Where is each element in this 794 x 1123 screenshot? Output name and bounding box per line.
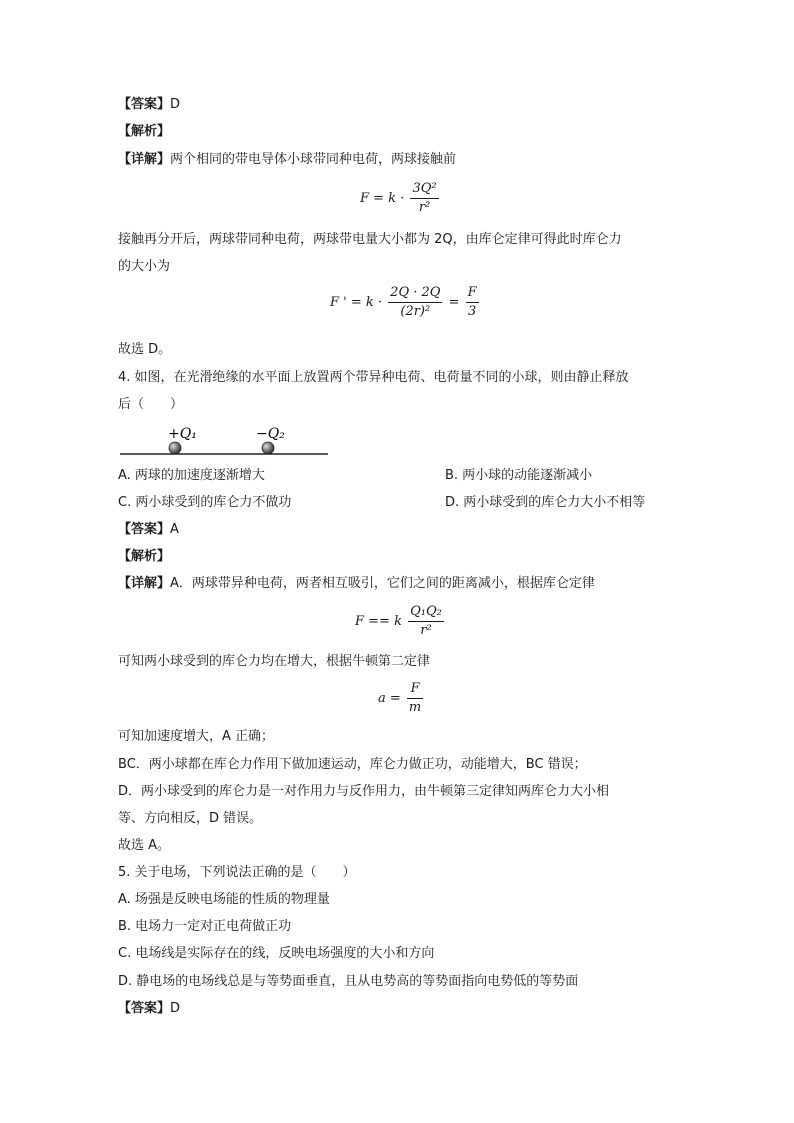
q5-option-d: D. 静电场的电场线总是与等势面垂直，且从电势高的等势面指向电势低的等势面 xyxy=(118,974,579,989)
q4-analysis-tag: 【解析】 xyxy=(118,549,171,564)
answer-tag: 【答案】 xyxy=(118,97,171,112)
formula-1-fraction xyxy=(410,180,438,217)
q3-answer-line xyxy=(118,95,180,115)
detail-tag: 【详解】 xyxy=(118,152,171,167)
formula-3 xyxy=(355,603,446,640)
formula-4-fraction xyxy=(407,680,423,717)
formula-2-equals: = xyxy=(448,295,460,310)
answer-value: A xyxy=(170,522,179,537)
label-q2: −Q₂ xyxy=(256,426,285,442)
answer-tag: 【答案】 xyxy=(118,1001,171,1016)
formula-4 xyxy=(378,680,425,717)
formula-1 xyxy=(360,180,441,217)
formula-4-denominator: m xyxy=(408,700,422,715)
q4-figure xyxy=(120,420,330,460)
detail-tag: 【详解】 xyxy=(118,576,171,591)
formula-4-numerator: F xyxy=(407,680,423,699)
ball-1 xyxy=(169,442,181,454)
ball-2 xyxy=(262,442,274,454)
q4-option-a: A. 两球的加速度逐渐增大 xyxy=(118,468,265,483)
q4-line-bc: BC．两小球都在库仑力作用下做加速运动，库仑力做正功，动能增大，BC 错误； xyxy=(118,757,587,772)
q4-line-d2: 等、方向相反，D 错误。 xyxy=(118,811,263,826)
q3-after-contact-2: 的大小为 xyxy=(118,259,171,274)
q4-stem-1: 4. 如图，在光滑绝缘的水平面上放置两个带异种电荷、电荷量不同的小球，则由静止释放 xyxy=(118,370,629,385)
formula-2-denominator: (2r)² xyxy=(400,304,431,319)
answer-tag: 【答案】 xyxy=(118,522,171,537)
q5-option-b: B. 电场力一定对正电荷做正功 xyxy=(118,919,292,934)
formula-3-fraction xyxy=(408,603,444,640)
q4-newton-text: 可知两小球受到的库仑力均在增大，根据牛顿第二定律 xyxy=(118,654,431,669)
label-q1: +Q₁ xyxy=(168,426,197,442)
formula-3-lhs: F == k xyxy=(355,614,402,629)
detail-text: A．两球带异种电荷，两者相互吸引，它们之间的距离减小，根据库仑定律 xyxy=(170,576,595,591)
q4-conclusion: 故选 A。 xyxy=(118,838,171,853)
q4-option-b: B. 两小球的动能逐渐减小 xyxy=(445,468,593,483)
q4-figure-svg xyxy=(120,420,330,460)
q4-option-d: D. 两小球受到的库仑力大小不相等 xyxy=(445,495,646,510)
formula-2 xyxy=(330,284,481,321)
formula-3-denominator: r² xyxy=(420,623,432,638)
formula-1-lhs: F = k · xyxy=(360,191,405,206)
formula-2-lhs: F ' = k · xyxy=(330,295,383,310)
q3-detail-line xyxy=(118,150,456,170)
formula-4-lhs: a = xyxy=(378,691,401,706)
q5-option-a: A. 场强是反映电场能的性质的物理量 xyxy=(118,892,330,907)
q4-line-a: 可知加速度增大，A 正确； xyxy=(118,729,275,744)
q4-option-c: C. 两小球受到的库仑力不做功 xyxy=(118,495,292,510)
q4-detail-line xyxy=(118,574,595,594)
q5-option-c: C. 电场线是实际存在的线，反映电场强度的大小和方向 xyxy=(118,946,435,961)
formula-1-denominator: r² xyxy=(418,200,431,215)
answer-value: D xyxy=(170,1001,181,1016)
q3-conclusion: 故选 D。 xyxy=(118,342,172,357)
formula-2-numerator: 2Q · 2Q xyxy=(388,284,442,303)
q5-stem: 5. 关于电场，下列说法正确的是（ ） xyxy=(118,865,356,880)
q4-answer-line xyxy=(118,520,179,540)
detail-text: 两个相同的带电导体小球带同种电荷，两球接触前 xyxy=(170,152,457,167)
formula-3-numerator: Q₁Q₂ xyxy=(408,603,444,622)
q4-line-d1: D．两小球受到的库仑力是一对作用力与反作用力，由牛顿第三定律知两库仑力大小相 xyxy=(118,784,610,799)
formula-2-rhs-denominator: 3 xyxy=(468,304,477,319)
formula-1-numerator: 3Q² xyxy=(410,180,438,199)
formula-2-rhs-numerator: F xyxy=(466,284,479,303)
q3-analysis-tag: 【解析】 xyxy=(118,124,171,139)
formula-2-rhs-fraction xyxy=(466,284,479,321)
q3-after-contact-1: 接触再分开后，两球带同种电荷，两球带电量大小都为 2Q，由库仑定律可得此时库仑力 xyxy=(118,232,622,247)
q5-answer-line xyxy=(118,999,180,1019)
formula-2-fraction xyxy=(388,284,442,321)
answer-value: D xyxy=(170,97,181,112)
q4-stem-2: 后（ ） xyxy=(118,397,184,412)
